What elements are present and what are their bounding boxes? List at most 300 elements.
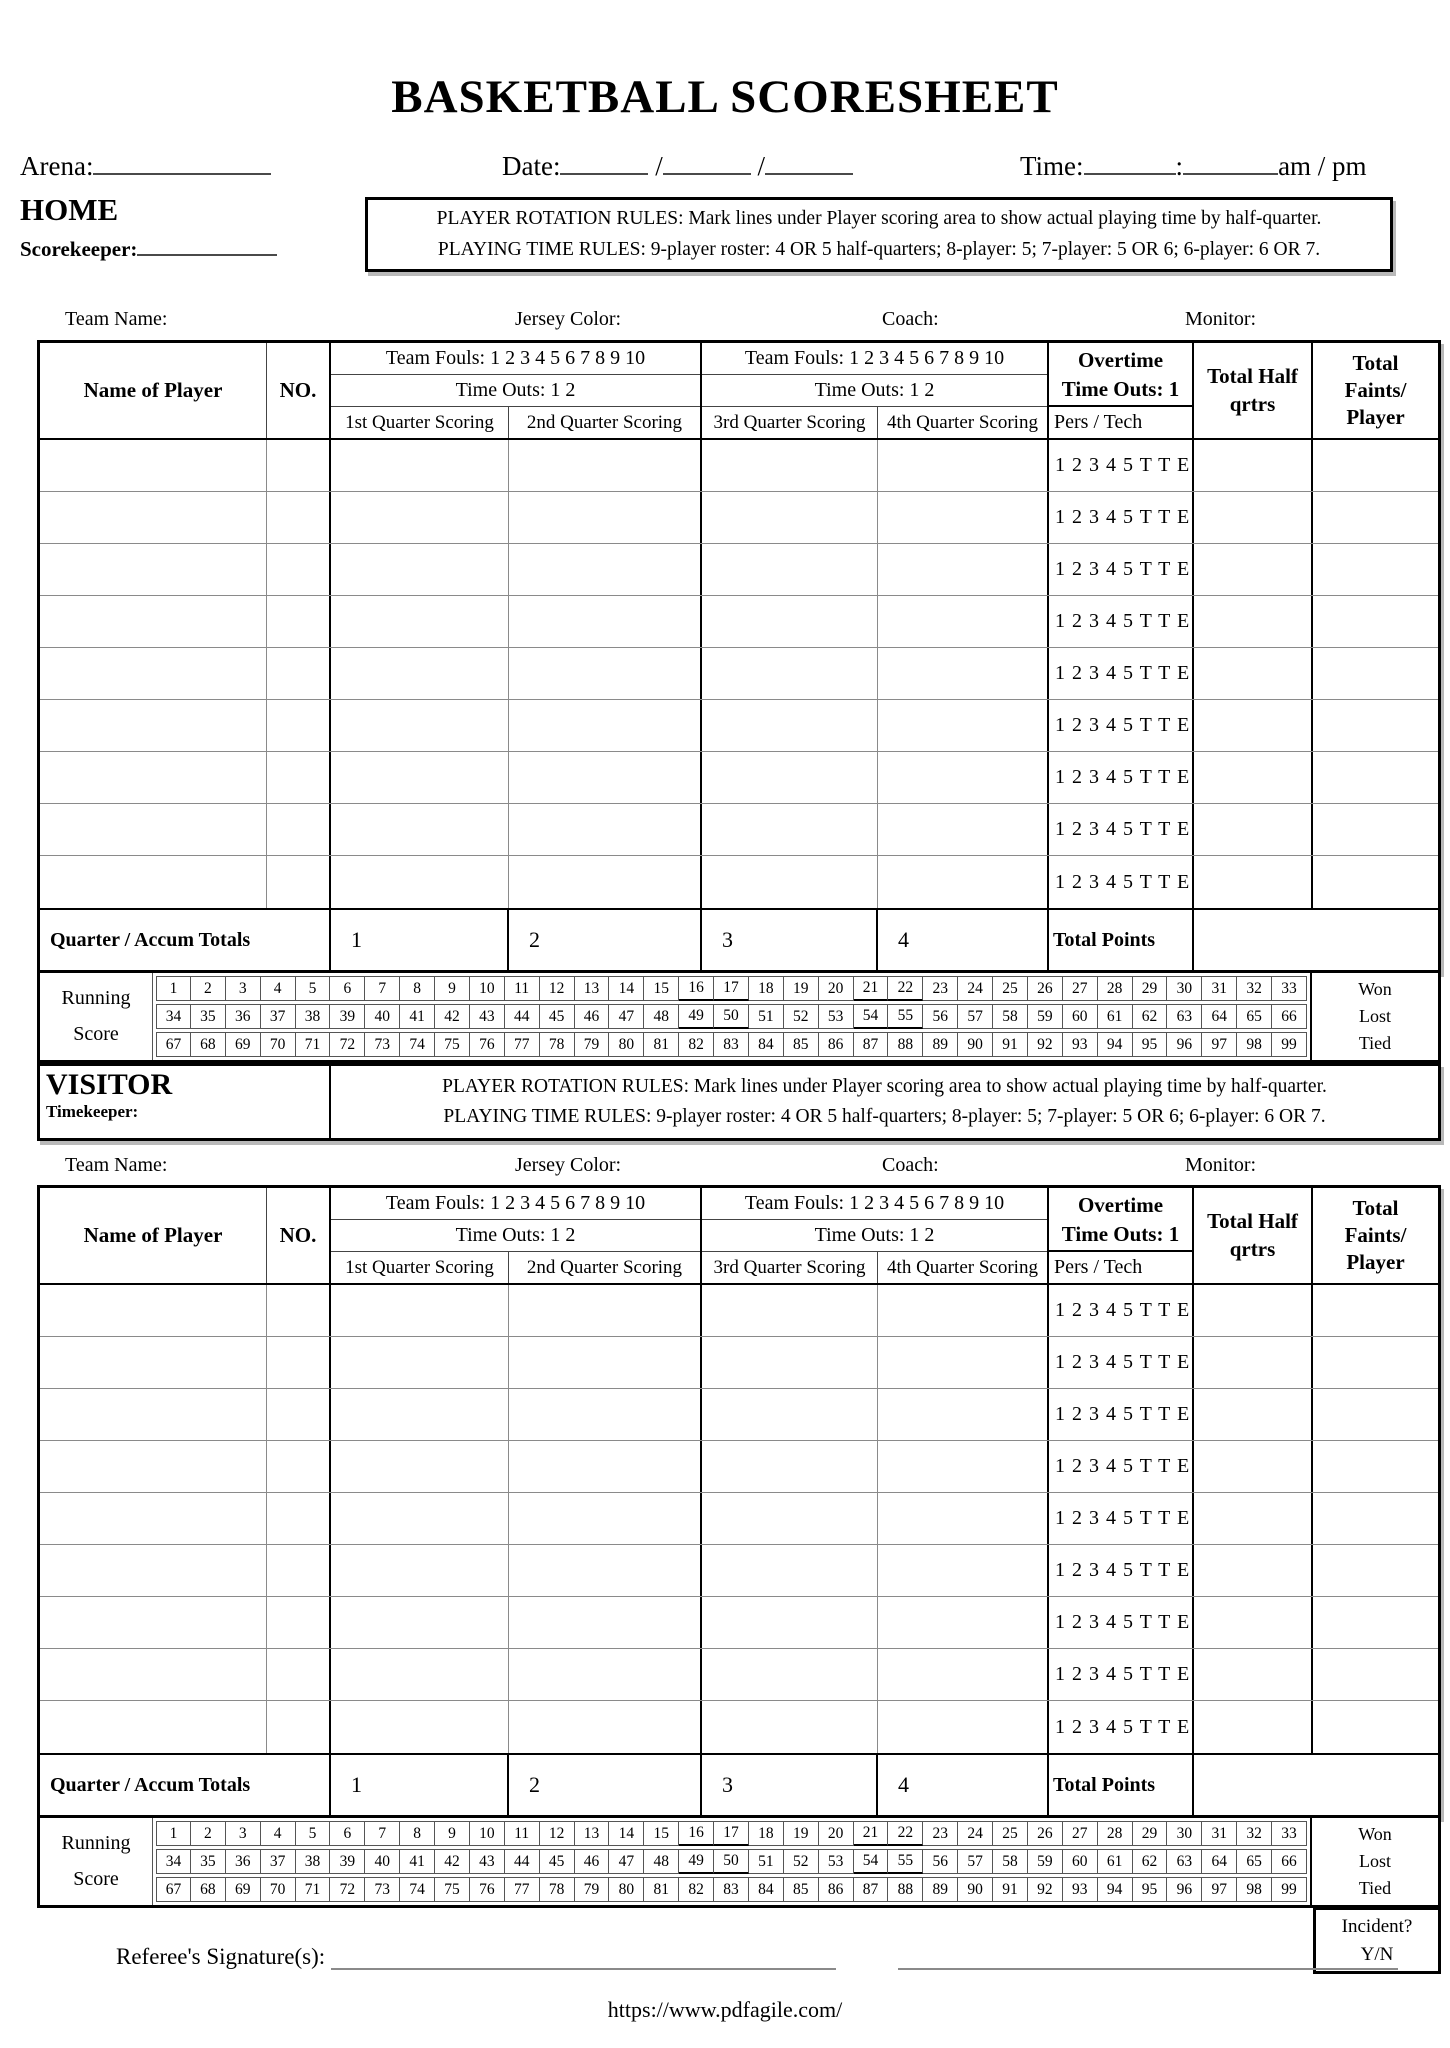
running-score-48[interactable]: 48: [644, 1849, 679, 1874]
q2-scoring-cell[interactable]: [509, 544, 702, 595]
q4-scoring-cell[interactable]: [878, 544, 1049, 595]
player-no-cell[interactable]: [267, 440, 331, 491]
running-score-8[interactable]: 8: [400, 1821, 435, 1846]
running-score-4[interactable]: 4: [261, 1821, 296, 1846]
running-score-29[interactable]: 29: [1133, 976, 1168, 1001]
running-score-64[interactable]: 64: [1202, 1849, 1237, 1874]
running-score-91[interactable]: 91: [993, 1032, 1028, 1057]
running-score-74[interactable]: 74: [400, 1877, 435, 1902]
running-score-99[interactable]: 99: [1272, 1877, 1307, 1902]
running-score-19[interactable]: 19: [784, 1821, 819, 1846]
total-faints-cell[interactable]: [1313, 1285, 1438, 1336]
running-score-35[interactable]: 35: [191, 1004, 226, 1029]
running-score-90[interactable]: 90: [958, 1877, 993, 1902]
scorekeeper-blank[interactable]: [137, 251, 277, 256]
won-label[interactable]: Won: [1358, 979, 1392, 999]
player-name-cell[interactable]: [40, 1649, 267, 1700]
running-score-87[interactable]: 87: [854, 1877, 889, 1902]
q3-scoring-cell[interactable]: [702, 544, 878, 595]
running-score-36[interactable]: 36: [226, 1849, 261, 1874]
pers-tech-cell[interactable]: 1 2 3 4 5 T T E: [1049, 1337, 1194, 1388]
player-name-cell[interactable]: [40, 440, 267, 491]
quarter-1-total-cell[interactable]: 1: [331, 910, 509, 970]
running-score-92[interactable]: 92: [1028, 1877, 1063, 1902]
running-score-27[interactable]: 27: [1063, 1821, 1098, 1846]
running-score-49[interactable]: 49: [679, 1849, 714, 1874]
site-url[interactable]: https://www.pdfagile.com/: [607, 1997, 843, 2022]
player-no-cell[interactable]: [267, 596, 331, 647]
total-faints-cell[interactable]: [1313, 1545, 1438, 1596]
q3-scoring-cell[interactable]: [702, 1701, 878, 1753]
running-score-44[interactable]: 44: [505, 1849, 540, 1874]
q3-scoring-cell[interactable]: [702, 856, 878, 908]
pers-tech-cell[interactable]: 1 2 3 4 5 T T E: [1049, 1441, 1194, 1492]
running-score-23[interactable]: 23: [923, 1821, 958, 1846]
lost-label[interactable]: Lost: [1358, 1006, 1391, 1026]
total-faints-cell[interactable]: [1313, 648, 1438, 699]
q3-scoring-cell[interactable]: [702, 648, 878, 699]
running-score-67[interactable]: 67: [156, 1032, 191, 1057]
running-score-1[interactable]: 1: [156, 976, 191, 1001]
total-half-cell[interactable]: [1194, 440, 1313, 491]
player-name-cell[interactable]: [40, 700, 267, 751]
running-score-28[interactable]: 28: [1098, 1821, 1133, 1846]
running-score-31[interactable]: 31: [1202, 1821, 1237, 1846]
q3-scoring-cell[interactable]: [702, 1545, 878, 1596]
running-score-67[interactable]: 67: [156, 1877, 191, 1902]
running-score-17[interactable]: 17: [714, 1821, 749, 1846]
player-name-cell[interactable]: [40, 1493, 267, 1544]
running-score-13[interactable]: 13: [575, 976, 610, 1001]
running-score-22[interactable]: 22: [888, 976, 923, 1001]
running-score-16[interactable]: 16: [679, 976, 714, 1001]
total-points-cell[interactable]: [1194, 1755, 1438, 1815]
q2-scoring-cell[interactable]: [509, 752, 702, 803]
total-half-cell[interactable]: [1194, 1389, 1313, 1440]
team-fouls-header[interactable]: Team Fouls: 1 2 3 4 5 6 7 8 9 10: [331, 1188, 700, 1220]
q1-scoring-cell[interactable]: [331, 856, 509, 908]
running-score-41[interactable]: 41: [400, 1849, 435, 1874]
pers-tech-cell[interactable]: 1 2 3 4 5 T T E: [1049, 648, 1194, 699]
running-score-82[interactable]: 82: [679, 1877, 714, 1902]
total-half-cell[interactable]: [1194, 856, 1313, 908]
quarter-2-total-cell[interactable]: 2: [509, 1755, 702, 1815]
q1-scoring-cell[interactable]: [331, 1701, 509, 1753]
running-score-98[interactable]: 98: [1237, 1877, 1272, 1902]
running-score-60[interactable]: 60: [1063, 1849, 1098, 1874]
player-no-cell[interactable]: [267, 492, 331, 543]
running-score-71[interactable]: 71: [296, 1877, 331, 1902]
running-score-30[interactable]: 30: [1167, 976, 1202, 1001]
q2-scoring-cell[interactable]: [509, 596, 702, 647]
q4-scoring-cell[interactable]: [878, 440, 1049, 491]
running-score-6[interactable]: 6: [330, 976, 365, 1001]
running-score-37[interactable]: 37: [261, 1849, 296, 1874]
player-name-cell[interactable]: [40, 544, 267, 595]
total-faints-cell[interactable]: [1313, 700, 1438, 751]
total-half-cell[interactable]: [1194, 544, 1313, 595]
q2-scoring-cell[interactable]: [509, 1389, 702, 1440]
running-score-16[interactable]: 16: [679, 1821, 714, 1846]
arena-blank[interactable]: [93, 170, 271, 175]
running-score-73[interactable]: 73: [365, 1032, 400, 1057]
running-score-64[interactable]: 64: [1202, 1004, 1237, 1029]
running-score-47[interactable]: 47: [609, 1849, 644, 1874]
running-score-20[interactable]: 20: [819, 976, 854, 1001]
running-score-59[interactable]: 59: [1028, 1849, 1063, 1874]
running-score-12[interactable]: 12: [540, 1821, 575, 1846]
running-score-32[interactable]: 32: [1237, 976, 1272, 1001]
total-half-cell[interactable]: [1194, 1337, 1313, 1388]
total-half-cell[interactable]: [1194, 1649, 1313, 1700]
tied-label[interactable]: Tied: [1358, 1878, 1392, 1898]
q1-scoring-cell[interactable]: [331, 1493, 509, 1544]
running-score-54[interactable]: 54: [854, 1004, 889, 1029]
q3-scoring-cell[interactable]: [702, 1389, 878, 1440]
pers-tech-cell[interactable]: 1 2 3 4 5 T T E: [1049, 440, 1194, 491]
total-half-cell[interactable]: [1194, 1701, 1313, 1753]
running-score-23[interactable]: 23: [923, 976, 958, 1001]
q3-scoring-cell[interactable]: [702, 492, 878, 543]
q3-scoring-cell[interactable]: [702, 1337, 878, 1388]
running-score-9[interactable]: 9: [435, 1821, 470, 1846]
team-name-label[interactable]: Team Name:: [65, 1154, 168, 1176]
overtime-timeouts-header[interactable]: [1049, 343, 1192, 407]
running-score-69[interactable]: 69: [226, 1032, 261, 1057]
running-score-55[interactable]: 55: [888, 1004, 923, 1029]
player-name-cell[interactable]: [40, 752, 267, 803]
player-name-cell[interactable]: [40, 1545, 267, 1596]
quarter-3-total-cell[interactable]: 3: [702, 1755, 878, 1815]
running-score-81[interactable]: 81: [644, 1877, 679, 1902]
running-score-61[interactable]: 61: [1098, 1849, 1133, 1874]
q2-scoring-cell[interactable]: [509, 492, 702, 543]
q4-scoring-cell[interactable]: [878, 700, 1049, 751]
running-score-50[interactable]: 50: [714, 1849, 749, 1874]
running-score-68[interactable]: 68: [191, 1877, 226, 1902]
running-score-24[interactable]: 24: [958, 976, 993, 1001]
running-score-83[interactable]: 83: [714, 1877, 749, 1902]
q1-scoring-cell[interactable]: [331, 596, 509, 647]
total-half-cell[interactable]: [1194, 700, 1313, 751]
total-half-cell[interactable]: [1194, 804, 1313, 855]
player-name-cell[interactable]: [40, 1701, 267, 1753]
running-score-62[interactable]: 62: [1133, 1004, 1168, 1029]
q3-scoring-cell[interactable]: [702, 1441, 878, 1492]
player-no-cell[interactable]: [267, 1649, 331, 1700]
total-faints-cell[interactable]: [1313, 596, 1438, 647]
time-outs-header[interactable]: Time Outs: 1 2: [331, 375, 700, 407]
running-score-19[interactable]: 19: [784, 976, 819, 1001]
time-outs-header[interactable]: Time Outs: 1 2: [702, 375, 1047, 407]
running-score-86[interactable]: 86: [819, 1032, 854, 1057]
q2-scoring-cell[interactable]: [509, 1285, 702, 1336]
q2-scoring-cell[interactable]: [509, 700, 702, 751]
running-score-74[interactable]: 74: [400, 1032, 435, 1057]
running-score-28[interactable]: 28: [1098, 976, 1133, 1001]
running-score-86[interactable]: 86: [819, 1877, 854, 1902]
total-faints-cell[interactable]: [1313, 544, 1438, 595]
q4-scoring-cell[interactable]: [878, 856, 1049, 908]
running-score-26[interactable]: 26: [1028, 976, 1063, 1001]
running-score-26[interactable]: 26: [1028, 1821, 1063, 1846]
quarter-3-total-cell[interactable]: 3: [702, 910, 878, 970]
running-score-24[interactable]: 24: [958, 1821, 993, 1846]
q4-scoring-cell[interactable]: [878, 1389, 1049, 1440]
jersey-color-label[interactable]: Jersey Color:: [515, 1154, 622, 1176]
quarter-4-total-cell[interactable]: 4: [878, 1755, 1049, 1815]
running-score-22[interactable]: 22: [888, 1821, 923, 1846]
team-fouls-header[interactable]: Team Fouls: 1 2 3 4 5 6 7 8 9 10: [702, 1188, 1047, 1220]
running-score-46[interactable]: 46: [575, 1004, 610, 1029]
player-no-cell[interactable]: [267, 1337, 331, 1388]
q1-scoring-cell[interactable]: [331, 804, 509, 855]
q3-scoring-cell[interactable]: [702, 700, 878, 751]
player-no-cell[interactable]: [267, 1389, 331, 1440]
total-half-cell[interactable]: [1194, 596, 1313, 647]
total-faints-cell[interactable]: [1313, 1493, 1438, 1544]
running-score-95[interactable]: 95: [1133, 1877, 1168, 1902]
running-score-80[interactable]: 80: [609, 1877, 644, 1902]
pers-tech-cell[interactable]: 1 2 3 4 5 T T E: [1049, 1389, 1194, 1440]
running-score-36[interactable]: 36: [226, 1004, 261, 1029]
time-minute-blank[interactable]: [1183, 170, 1278, 175]
total-faints-cell[interactable]: [1313, 752, 1438, 803]
player-no-cell[interactable]: [267, 804, 331, 855]
running-score-58[interactable]: 58: [993, 1849, 1028, 1874]
running-score-56[interactable]: 56: [923, 1849, 958, 1874]
timekeeper-label[interactable]: Timekeeper:: [46, 1102, 139, 1121]
total-half-cell[interactable]: [1194, 648, 1313, 699]
running-score-7[interactable]: 7: [365, 1821, 400, 1846]
running-score-93[interactable]: 93: [1063, 1032, 1098, 1057]
total-half-cell[interactable]: [1194, 1597, 1313, 1648]
lost-label[interactable]: Lost: [1358, 1851, 1391, 1871]
pers-tech-cell[interactable]: 1 2 3 4 5 T T E: [1049, 1649, 1194, 1700]
q2-scoring-cell[interactable]: [509, 1649, 702, 1700]
running-score-34[interactable]: 34: [156, 1004, 191, 1029]
pers-tech-cell[interactable]: 1 2 3 4 5 T T E: [1049, 804, 1194, 855]
running-score-11[interactable]: 11: [505, 976, 540, 1001]
running-score-83[interactable]: 83: [714, 1032, 749, 1057]
running-score-21[interactable]: 21: [854, 1821, 889, 1846]
running-score-46[interactable]: 46: [575, 1849, 610, 1874]
time-outs-header[interactable]: Time Outs: 1 2: [331, 1220, 700, 1252]
player-name-cell[interactable]: [40, 648, 267, 699]
running-score-53[interactable]: 53: [819, 1849, 854, 1874]
running-score-84[interactable]: 84: [749, 1032, 784, 1057]
player-no-cell[interactable]: [267, 1545, 331, 1596]
q4-scoring-cell[interactable]: [878, 596, 1049, 647]
q2-scoring-cell[interactable]: [509, 1493, 702, 1544]
total-half-cell[interactable]: [1194, 492, 1313, 543]
player-no-cell[interactable]: [267, 1597, 331, 1648]
pers-tech-cell[interactable]: 1 2 3 4 5 T T E: [1049, 1701, 1194, 1753]
running-score-50[interactable]: 50: [714, 1004, 749, 1029]
total-faints-cell[interactable]: [1313, 1701, 1438, 1753]
running-score-15[interactable]: 15: [644, 976, 679, 1001]
running-score-21[interactable]: 21: [854, 976, 889, 1001]
running-score-75[interactable]: 75: [435, 1032, 470, 1057]
q3-scoring-cell[interactable]: [702, 440, 878, 491]
running-score-95[interactable]: 95: [1133, 1032, 1168, 1057]
running-score-69[interactable]: 69: [226, 1877, 261, 1902]
pers-tech-cell[interactable]: 1 2 3 4 5 T T E: [1049, 596, 1194, 647]
player-name-cell[interactable]: [40, 1337, 267, 1388]
q1-scoring-cell[interactable]: [331, 1441, 509, 1492]
quarter-2-total-cell[interactable]: 2: [509, 910, 702, 970]
running-score-72[interactable]: 72: [330, 1032, 365, 1057]
q1-scoring-cell[interactable]: [331, 1389, 509, 1440]
q1-scoring-cell[interactable]: [331, 544, 509, 595]
total-half-cell[interactable]: [1194, 1545, 1313, 1596]
running-score-42[interactable]: 42: [435, 1849, 470, 1874]
running-score-25[interactable]: 25: [993, 976, 1028, 1001]
running-score-73[interactable]: 73: [365, 1877, 400, 1902]
player-no-cell[interactable]: [267, 648, 331, 699]
running-score-85[interactable]: 85: [784, 1032, 819, 1057]
running-score-54[interactable]: 54: [854, 1849, 889, 1874]
running-score-97[interactable]: 97: [1202, 1877, 1237, 1902]
running-score-77[interactable]: 77: [505, 1032, 540, 1057]
player-name-cell[interactable]: [40, 1597, 267, 1648]
running-score-32[interactable]: 32: [1237, 1821, 1272, 1846]
running-score-33[interactable]: 33: [1272, 976, 1307, 1001]
total-half-cell[interactable]: [1194, 1441, 1313, 1492]
total-faints-cell[interactable]: [1313, 1597, 1438, 1648]
ampm-label[interactable]: am / pm: [1278, 151, 1367, 181]
running-score-43[interactable]: 43: [470, 1004, 505, 1029]
player-no-cell[interactable]: [267, 856, 331, 908]
q4-scoring-cell[interactable]: [878, 1597, 1049, 1648]
q2-scoring-cell[interactable]: [509, 648, 702, 699]
total-half-cell[interactable]: [1194, 1493, 1313, 1544]
running-score-47[interactable]: 47: [609, 1004, 644, 1029]
running-score-63[interactable]: 63: [1167, 1849, 1202, 1874]
total-faints-cell[interactable]: [1313, 440, 1438, 491]
q2-scoring-cell[interactable]: [509, 1441, 702, 1492]
running-score-39[interactable]: 39: [330, 1849, 365, 1874]
q2-scoring-cell[interactable]: [509, 440, 702, 491]
running-score-51[interactable]: 51: [749, 1849, 784, 1874]
running-score-87[interactable]: 87: [854, 1032, 889, 1057]
q1-scoring-cell[interactable]: [331, 1285, 509, 1336]
running-score-55[interactable]: 55: [888, 1849, 923, 1874]
running-score-92[interactable]: 92: [1028, 1032, 1063, 1057]
player-no-cell[interactable]: [267, 1441, 331, 1492]
running-score-30[interactable]: 30: [1167, 1821, 1202, 1846]
player-name-cell[interactable]: [40, 1389, 267, 1440]
running-score-60[interactable]: 60: [1063, 1004, 1098, 1029]
player-no-cell[interactable]: [267, 752, 331, 803]
pers-tech-cell[interactable]: 1 2 3 4 5 T T E: [1049, 700, 1194, 751]
running-score-4[interactable]: 4: [261, 976, 296, 1001]
running-score-94[interactable]: 94: [1098, 1877, 1133, 1902]
running-score-89[interactable]: 89: [923, 1877, 958, 1902]
pers-tech-cell[interactable]: 1 2 3 4 5 T T E: [1049, 1597, 1194, 1648]
q4-scoring-cell[interactable]: [878, 1493, 1049, 1544]
won-label[interactable]: Won: [1358, 1824, 1392, 1844]
running-score-40[interactable]: 40: [365, 1004, 400, 1029]
running-score-70[interactable]: 70: [261, 1032, 296, 1057]
running-score-99[interactable]: 99: [1272, 1032, 1307, 1057]
running-score-14[interactable]: 14: [609, 976, 644, 1001]
running-score-38[interactable]: 38: [296, 1849, 331, 1874]
running-score-48[interactable]: 48: [644, 1004, 679, 1029]
q3-scoring-cell[interactable]: [702, 1649, 878, 1700]
running-score-35[interactable]: 35: [191, 1849, 226, 1874]
running-score-2[interactable]: 2: [191, 1821, 226, 1846]
running-score-40[interactable]: 40: [365, 1849, 400, 1874]
q4-scoring-cell[interactable]: [878, 1649, 1049, 1700]
running-score-93[interactable]: 93: [1063, 1877, 1098, 1902]
total-faints-cell[interactable]: [1313, 492, 1438, 543]
q3-scoring-cell[interactable]: [702, 1493, 878, 1544]
running-score-1[interactable]: 1: [156, 1821, 191, 1846]
date-year-blank[interactable]: [765, 170, 853, 175]
running-score-65[interactable]: 65: [1237, 1849, 1272, 1874]
running-score-66[interactable]: 66: [1272, 1849, 1307, 1874]
player-no-cell[interactable]: [267, 1701, 331, 1753]
total-points-cell[interactable]: [1194, 910, 1438, 970]
q4-scoring-cell[interactable]: [878, 1285, 1049, 1336]
date-day-blank[interactable]: [663, 170, 751, 175]
q3-scoring-cell[interactable]: [702, 752, 878, 803]
running-score-94[interactable]: 94: [1098, 1032, 1133, 1057]
running-score-15[interactable]: 15: [644, 1821, 679, 1846]
q2-scoring-cell[interactable]: [509, 1597, 702, 1648]
referee-signature-blank-1[interactable]: [331, 1962, 836, 1970]
date-month-blank[interactable]: [560, 170, 648, 175]
running-score-96[interactable]: 96: [1167, 1032, 1202, 1057]
q2-scoring-cell[interactable]: [509, 1337, 702, 1388]
total-half-cell[interactable]: [1194, 752, 1313, 803]
running-score-57[interactable]: 57: [958, 1849, 993, 1874]
running-score-25[interactable]: 25: [993, 1821, 1028, 1846]
running-score-77[interactable]: 77: [505, 1877, 540, 1902]
player-no-cell[interactable]: [267, 700, 331, 751]
overtime-timeouts-header[interactable]: [1049, 1188, 1192, 1252]
running-score-78[interactable]: 78: [540, 1877, 575, 1902]
coach-label[interactable]: Coach:: [882, 1154, 939, 1176]
quarter-1-total-cell[interactable]: 1: [331, 1755, 509, 1815]
running-score-8[interactable]: 8: [400, 976, 435, 1001]
q4-scoring-cell[interactable]: [878, 804, 1049, 855]
player-name-cell[interactable]: [40, 492, 267, 543]
running-score-33[interactable]: 33: [1272, 1821, 1307, 1846]
running-score-9[interactable]: 9: [435, 976, 470, 1001]
running-score-5[interactable]: 5: [296, 976, 331, 1001]
running-score-49[interactable]: 49: [679, 1004, 714, 1029]
running-score-12[interactable]: 12: [540, 976, 575, 1001]
player-no-cell[interactable]: [267, 1285, 331, 1336]
running-score-82[interactable]: 82: [679, 1032, 714, 1057]
q3-scoring-cell[interactable]: [702, 1285, 878, 1336]
running-score-43[interactable]: 43: [470, 1849, 505, 1874]
q1-scoring-cell[interactable]: [331, 440, 509, 491]
pers-tech-cell[interactable]: 1 2 3 4 5 T T E: [1049, 752, 1194, 803]
total-faints-cell[interactable]: [1313, 1649, 1438, 1700]
pers-tech-cell[interactable]: 1 2 3 4 5 T T E: [1049, 492, 1194, 543]
total-faints-cell[interactable]: [1313, 1441, 1438, 1492]
q3-scoring-cell[interactable]: [702, 596, 878, 647]
running-score-97[interactable]: 97: [1202, 1032, 1237, 1057]
running-score-56[interactable]: 56: [923, 1004, 958, 1029]
running-score-27[interactable]: 27: [1063, 976, 1098, 1001]
pers-tech-cell[interactable]: 1 2 3 4 5 T T E: [1049, 1285, 1194, 1336]
running-score-39[interactable]: 39: [330, 1004, 365, 1029]
running-score-2[interactable]: 2: [191, 976, 226, 1001]
